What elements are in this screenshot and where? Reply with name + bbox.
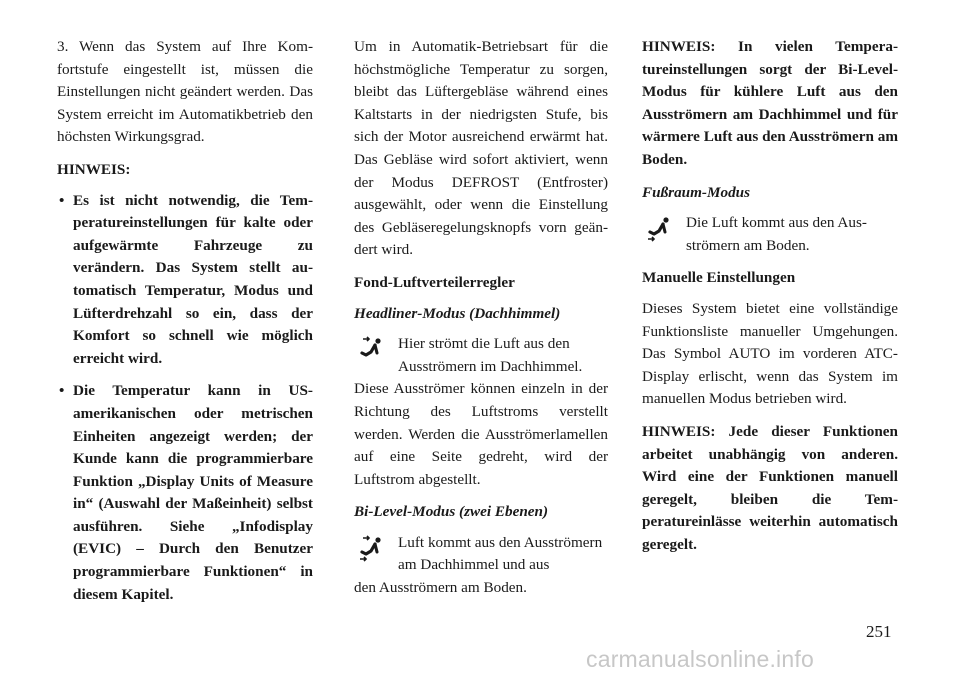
rear-distribution-heading: Fond-Luftverteilerregler <box>354 273 515 291</box>
bullet-item-2: • Die Temperatur kann in US-amerikanischen oder metrischen Einheiten angezeigt werden; der Kunde kann die programmierbare Funktion „Display Units of Measure in“ (Auswahl der Maßeinheit) selbst ausführen. Siehe „Infodisplay (EVIC) – Durch den Benutzer programmierbare Funktionen“ in diesem Kapitel. <box>57 380 313 606</box>
column-middle <box>354 36 608 610</box>
bilevel-mode-heading: Bi-Level-Modus (zwei Ebenen) <box>354 503 549 521</box>
headliner-mode-lead: Hier strömt die Luft aus den Ausströmern im Dachhimmel. <box>398 335 583 375</box>
watermark: carmanualsonline.info <box>586 646 814 672</box>
bilevel-note: HINWEIS: In vielen Temperatureinstellungen sorgt der Bi-Level-Modus für kühlere Luft aus den Ausströmern am Dachhimmel und für wärmere Luft aus den Ausströmern am Boden. <box>642 38 898 168</box>
bilevel-mode-lead: Luft kommt aus den Ausströmern am Dachhimmel und aus <box>398 533 603 574</box>
bilevel-mode-block <box>354 532 608 577</box>
manual-note: HINWEIS: Jede dieser Funktionen arbeitet unabhängig von anderen. Wird eine der Funktionen manuell geregelt, bleiben die Temperatureinlässe weiterhin automatisch geregelt. <box>642 422 898 553</box>
headliner-mode-heading: Headliner-Modus (Dachhimmel) <box>354 304 561 322</box>
manual-settings-paragraph: Dieses System bietet eine vollständige Funktionsliste manueller Umgehungen. Das Symbol AUTO im vorderen ATC-Display erlischt, wenn das System im manuellen Modus betrieben wird. <box>642 299 898 408</box>
auto-mode-paragraph: Um in Automatik-Betriebsart für die höchstmögliche Temperatur zu sorgen, bleibt das Lüftergebläse während eines Kaltstarts in der niedrigsten Stufe, bis sich der Motor ausreichend erwärmt hat. Das Gebläse wird sofort aktiviert, wenn der Modus DEFROST (Entfroster) ausgewählt, oder wenn die Einstellung des Gebläseregelungsknopfs vorn geändert wird. <box>354 38 608 259</box>
column-left <box>57 36 313 616</box>
headliner-mode-description: Diese Ausströmer können einzeln in der Richtung des Luftstroms verstellt werden. Werden die Ausströmerlamellen auf eine Seite gedreht, wird der Luftstrom abgestellt. <box>354 380 608 488</box>
headliner-mode-icon <box>354 333 398 373</box>
page-number: 251 <box>866 622 892 641</box>
floor-mode-icon <box>642 212 686 252</box>
floor-mode-block <box>642 212 898 257</box>
headliner-mode-block <box>354 333 608 378</box>
bilevel-mode-description: den Ausströmern am Boden. <box>354 579 527 597</box>
floor-mode-lead: Die Luft kommt aus den Ausströmern am Boden. <box>686 214 867 254</box>
bullet-item-1: • Es ist nicht notwendig, die Temperatureinstellungen für kalte oder aufgewärmte Fahrzeuge zu verändern. Das System stellt automatisch Temperatur, Modus und Lüfterdrehzahl so ein, dass der Komfort so schnell wie möglich erreicht wird. <box>57 190 313 371</box>
floor-mode-heading: Fußraum-Modus <box>642 183 751 201</box>
bilevel-mode-icon <box>354 532 398 572</box>
manual-settings-heading: Manuelle Einstellungen <box>642 269 796 287</box>
column-right <box>642 36 898 566</box>
note-label: HINWEIS: <box>57 160 131 178</box>
note-bullet-list <box>57 190 313 607</box>
intro-paragraph: 3. Wenn das System auf Ihre Komfortstufe eingestellt ist, müssen die Einstellungen nicht geändert werden. Das System erreicht im Automatikbetrieb den höchsten Wirkungsgrad. <box>57 38 313 146</box>
